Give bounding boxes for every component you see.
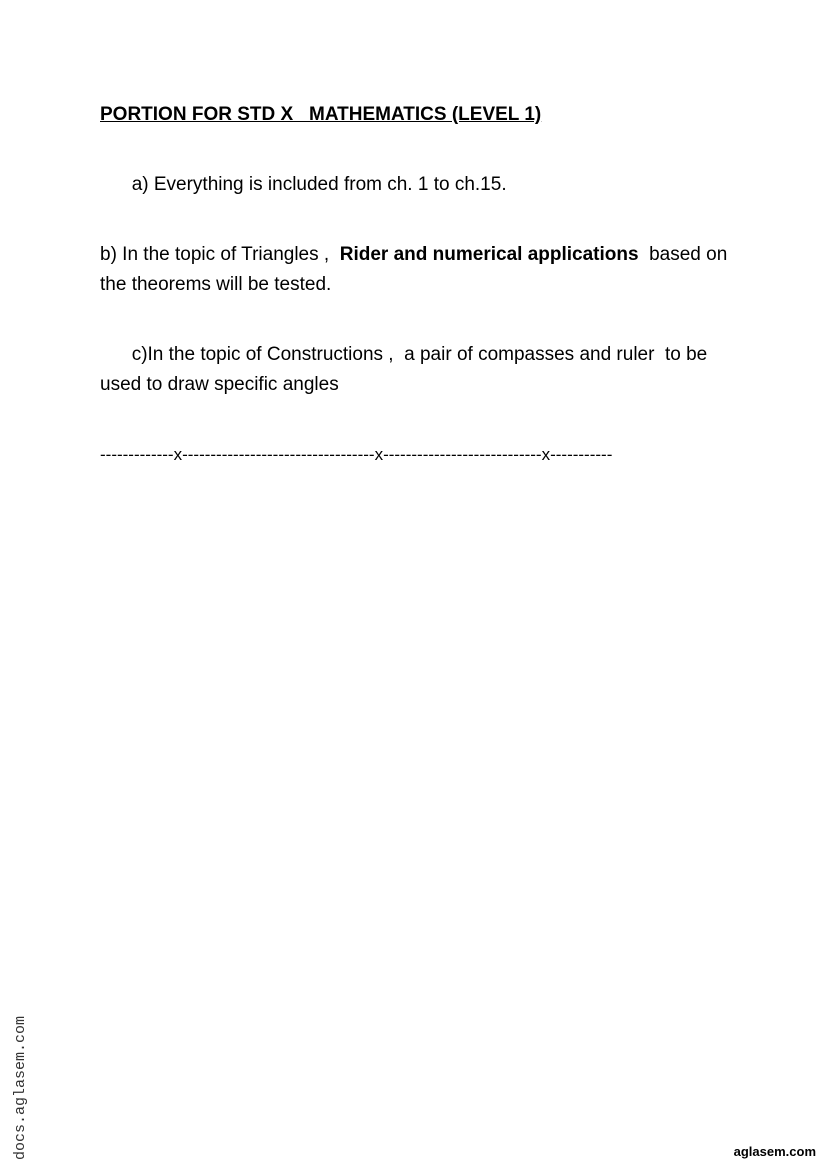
- item-a: [100, 140, 740, 230]
- side-watermark: docs.aglasem.com: [12, 1015, 29, 1160]
- document-content: [100, 100, 740, 470]
- item-c: [100, 310, 740, 430]
- document-heading: PORTION FOR STD X MATHEMATICS (LEVEL 1): [100, 104, 542, 125]
- item-b-suffix: based on the theorems will be tested.: [100, 244, 733, 295]
- section-divider: -------------x----------------------------------x----------------------------x-----------: [100, 445, 613, 464]
- brand-watermark: aglasem.com: [733, 1144, 816, 1159]
- item-b-bold: Rider and numerical applications: [339, 244, 639, 265]
- item-b: [100, 240, 740, 300]
- item-b-prefix: b) In the topic of Triangles ,: [100, 244, 340, 265]
- item-a-text: a) Everything is included from ch. 1 to ch.15.: [131, 174, 507, 195]
- item-c-text: c)In the topic of Constructions , a pair of compasses and ruler to be used to draw specific angles: [100, 344, 713, 395]
